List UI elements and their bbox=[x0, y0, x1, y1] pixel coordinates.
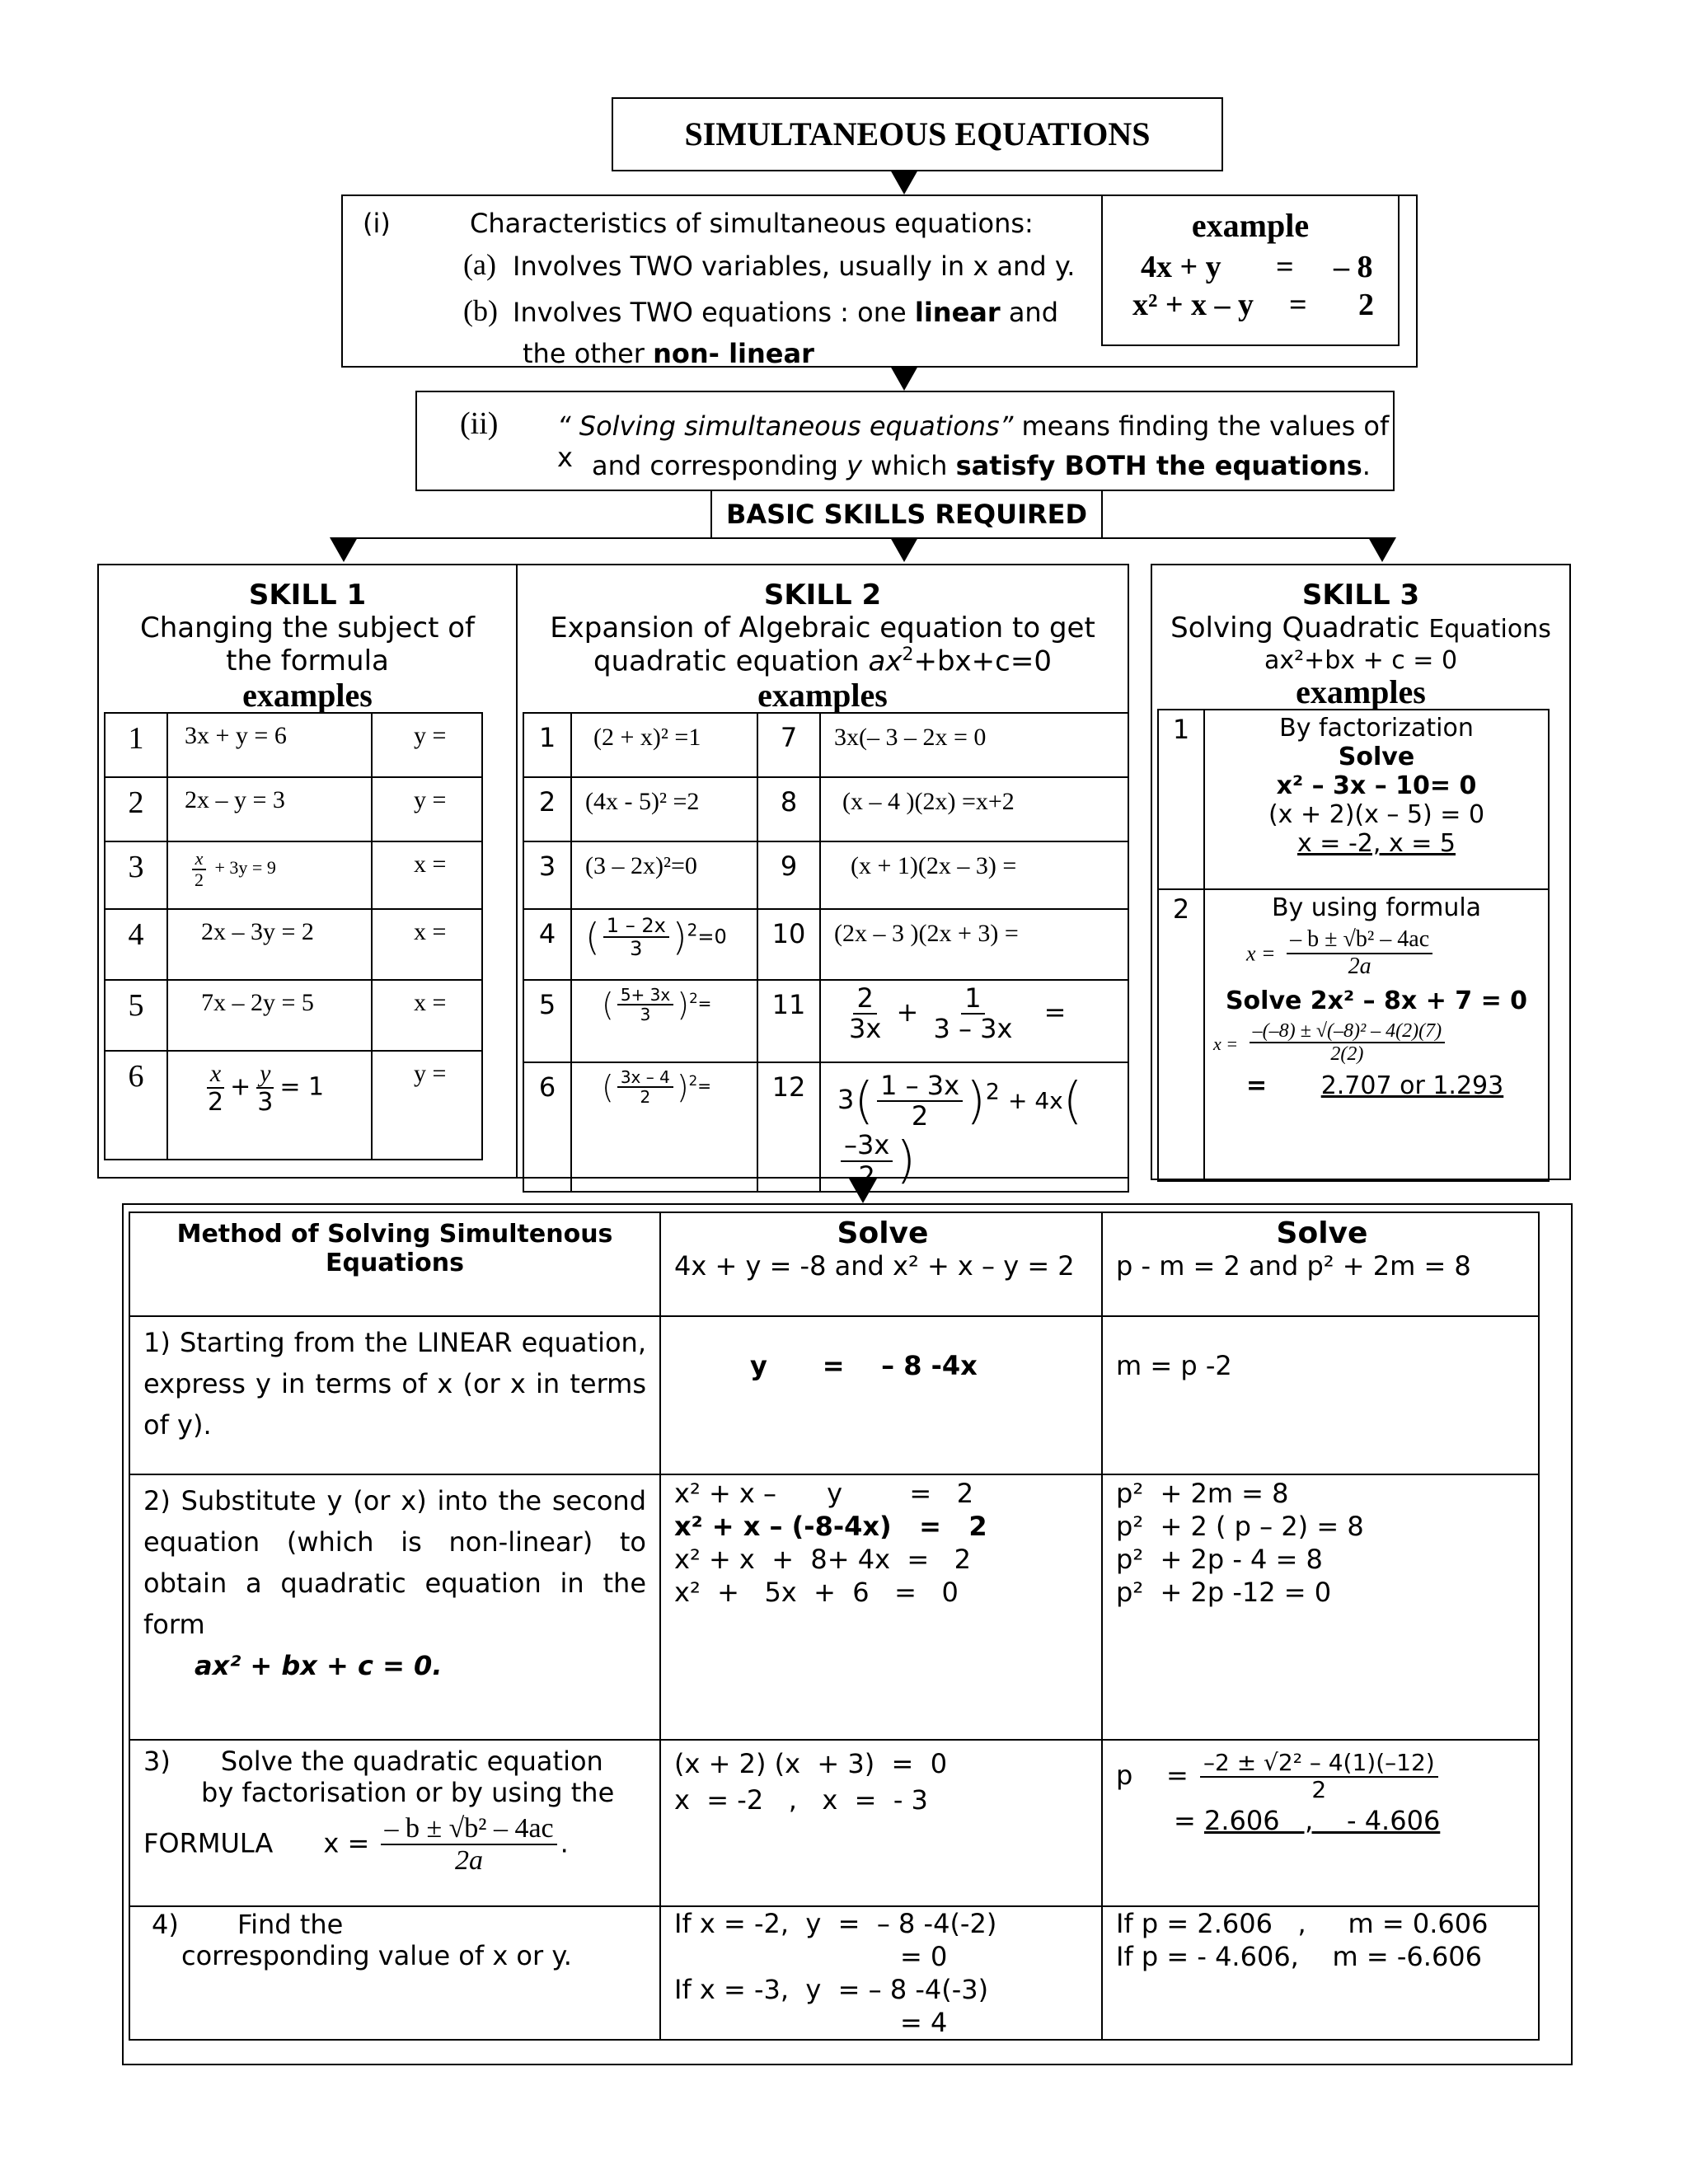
formula-end: . bbox=[560, 1827, 569, 1859]
paren-left-icon: ( bbox=[602, 987, 614, 1023]
page-title: SIMULTANEOUS EQUATIONS bbox=[684, 115, 1151, 152]
exponent: 2 bbox=[689, 990, 698, 1006]
coefficient: 3 bbox=[837, 1084, 855, 1116]
example-heading: example bbox=[1191, 207, 1310, 244]
row-number: 10 bbox=[757, 909, 820, 980]
fraction-denominator: 2 bbox=[640, 1087, 651, 1107]
skill2-expression: 3x(– 3 – 2x = 0 bbox=[820, 713, 1128, 777]
result-values: 2.707 or 1.293 bbox=[1320, 1071, 1504, 1101]
table-row bbox=[523, 841, 1128, 909]
fraction bbox=[254, 1060, 276, 1116]
fraction bbox=[877, 1071, 963, 1131]
solution-line: p² + 2 ( p – 2) = 8 bbox=[1116, 1511, 1364, 1542]
skill3-desc-2: ax²+bx + c = 0 bbox=[1264, 646, 1458, 675]
plus-sign: + bbox=[896, 996, 919, 1029]
paren-left-icon: ( bbox=[602, 1069, 614, 1105]
definition-text-2e: . bbox=[1362, 450, 1371, 481]
table-row bbox=[105, 713, 482, 777]
solution-line: = 4 bbox=[900, 2007, 948, 2038]
solution-line: m = p -2 bbox=[1116, 1350, 1232, 1381]
skill1-equation: 2x – y = 3 bbox=[167, 777, 372, 841]
characteristics-heading: Characteristics of simultaneous equations: bbox=[470, 208, 1034, 239]
plus-sign: + bbox=[230, 1072, 251, 1102]
fraction-denominator: 3 bbox=[257, 1088, 274, 1117]
formula-lhs: p = bbox=[1116, 1759, 1189, 1791]
fraction bbox=[381, 1813, 556, 1877]
arrow-down-icon bbox=[330, 537, 358, 562]
fraction-numerator: y bbox=[256, 1060, 274, 1089]
characteristics-box bbox=[341, 194, 1418, 368]
method-header-col3-title: Solve bbox=[1276, 1216, 1368, 1250]
method-header-row bbox=[129, 1212, 1539, 1316]
skill2-eq-rest: = bbox=[697, 993, 712, 1014]
skill1-table bbox=[104, 712, 483, 1160]
skill2-expression: (x – 4 )(2x) =x+2 bbox=[820, 777, 1128, 841]
skill3-example-2 bbox=[1204, 889, 1549, 1181]
method-step-4-line2: corresponding value of x or y. bbox=[181, 1940, 572, 1971]
fraction-denominator: 3 – 3x bbox=[933, 1013, 1013, 1045]
table-row bbox=[523, 713, 1128, 777]
definition-text-2b: y bbox=[846, 450, 863, 481]
skill3-example-1 bbox=[1204, 710, 1549, 889]
skill3-ex1-line4: (x + 2)(x – 5) = 0 bbox=[1268, 800, 1485, 829]
method-step-row bbox=[129, 1316, 1539, 1474]
fraction-denominator: 2 bbox=[208, 1088, 224, 1117]
fraction bbox=[603, 915, 669, 960]
fraction-numerator: x bbox=[192, 849, 207, 870]
fraction-numerator: – b ± √b² – 4ac bbox=[381, 1813, 556, 1845]
skill2-expression: (3 – 2x)²=0 bbox=[571, 841, 757, 909]
solution-line: x² + x – (-8-4x) = 2 bbox=[674, 1511, 987, 1542]
fraction bbox=[1250, 1020, 1445, 1066]
skill2-expression: (x + 1)(2x – 3) = bbox=[820, 841, 1128, 909]
method-header-col2-text: 4x + y = -8 and x² + x – y = 2 bbox=[674, 1250, 1075, 1282]
row-number: 2 bbox=[523, 777, 571, 841]
solution-line: If x = -3, y = – 8 -4(-3) bbox=[674, 1974, 989, 2005]
fraction-numerator: –2 ± √2² – 4(1)(–12) bbox=[1200, 1750, 1438, 1778]
basic-skills-label: BASIC SKILLS REQUIRED bbox=[725, 499, 1088, 530]
solution-line: p² + 2p - 4 = 8 bbox=[1116, 1544, 1323, 1575]
skill2-expression: (4x - 5)² =2 bbox=[571, 777, 757, 841]
paren-right-icon: ) bbox=[896, 1132, 917, 1190]
paren-right-icon: ) bbox=[672, 915, 687, 959]
skill1-equation: 3x + y = 6 bbox=[167, 713, 372, 777]
skill1-answer: y = bbox=[372, 777, 482, 841]
skill2-expression bbox=[820, 1062, 1128, 1192]
row-number: 4 bbox=[523, 909, 571, 980]
skill1-desc-2: the formula bbox=[226, 644, 389, 677]
char-b-text-1: Involves TWO equations : one bbox=[513, 297, 915, 328]
fraction-denominator: 2 bbox=[911, 1100, 929, 1132]
table-row bbox=[1158, 889, 1549, 1181]
skill3-ex2-line1: By using formula bbox=[1271, 893, 1482, 922]
solution-line: If p = 2.606 , m = 0.606 bbox=[1116, 1908, 1489, 1939]
definition-text-2c: which bbox=[862, 450, 956, 481]
skill3-ex1-line1: By factorization bbox=[1279, 714, 1474, 743]
result-values: 2.606 , - 4.606 bbox=[1203, 1804, 1441, 1836]
formula-lhs: x = bbox=[1213, 1033, 1239, 1054]
skill2-expression bbox=[571, 909, 757, 980]
characteristics-number: (i) bbox=[363, 208, 391, 239]
fraction bbox=[1287, 927, 1432, 980]
method-step-3-formula bbox=[1116, 1750, 1538, 1803]
example-eq2-eq: = bbox=[1289, 288, 1307, 322]
skill1-desc-1: Changing the subject of bbox=[139, 612, 476, 644]
fraction-numerator: –3x bbox=[841, 1131, 893, 1161]
skill2-examples-label: examples bbox=[757, 677, 888, 714]
skill1-eq-rest: + 3y = 9 bbox=[210, 857, 276, 879]
skill1-answer: y = bbox=[372, 713, 482, 777]
row-number: 11 bbox=[757, 980, 820, 1062]
char-b-text bbox=[513, 297, 1058, 328]
skill2-desc-2c: 2 bbox=[902, 644, 914, 665]
skill1-examples-label: examples bbox=[242, 677, 373, 714]
table-row bbox=[105, 1051, 482, 1160]
row-number: 1 bbox=[105, 713, 167, 777]
method-step-2-col3 bbox=[1102, 1474, 1539, 1740]
method-header-col2 bbox=[660, 1212, 1102, 1316]
solution-line: x = -2 , x = - 3 bbox=[674, 1784, 928, 1816]
char-a-label: (a) bbox=[463, 248, 496, 281]
row-number: 2 bbox=[105, 777, 167, 841]
definition-text-1: means finding the values of x bbox=[557, 410, 1390, 473]
skill1-equation: 2x – 3y = 2 bbox=[167, 909, 372, 980]
example-eq1-eq: = bbox=[1276, 250, 1294, 284]
method-step-3-line3 bbox=[143, 1813, 646, 1877]
table-row bbox=[105, 909, 482, 980]
arrow-down-icon bbox=[1368, 537, 1396, 562]
fraction bbox=[1200, 1750, 1438, 1803]
skill3-desc-1b: Equations bbox=[1428, 615, 1551, 644]
method-step-2-formula: ax² + bx + c = 0. bbox=[195, 1650, 443, 1681]
fraction-numerator: 5+ 3x bbox=[617, 986, 673, 1005]
skill2-eq-rest: =0 bbox=[697, 925, 727, 949]
row-number: 3 bbox=[523, 841, 571, 909]
method-step-4-col3 bbox=[1102, 1906, 1539, 2040]
table-row bbox=[1158, 710, 1549, 889]
fraction-numerator: 3x – 4 bbox=[617, 1068, 673, 1088]
row-number: 9 bbox=[757, 841, 820, 909]
char-b-text-2: and bbox=[1000, 297, 1059, 328]
exponent: 2 bbox=[985, 1079, 1000, 1105]
skill3-examples-label: examples bbox=[1296, 673, 1426, 710]
skill3-ex1-line2: Solve bbox=[1338, 743, 1415, 771]
method-header-col2-title: Solve bbox=[837, 1216, 929, 1250]
paren-left-icon: ( bbox=[1062, 1071, 1083, 1130]
fraction-numerator: 1 – 2x bbox=[603, 915, 669, 938]
fraction bbox=[846, 984, 884, 1043]
fraction-numerator: 1 bbox=[961, 984, 984, 1015]
method-table bbox=[129, 1212, 1540, 2041]
paren-right-icon: ) bbox=[676, 1069, 689, 1105]
method-step-3-col3 bbox=[1102, 1740, 1539, 1906]
fraction bbox=[617, 1068, 673, 1106]
paren-left-icon: ( bbox=[585, 915, 600, 959]
skill2-desc-2a: quadratic equation bbox=[593, 644, 869, 678]
skill3-desc-1 bbox=[1152, 612, 1569, 644]
method-step-3-result bbox=[1116, 1805, 1538, 1836]
skill3-ex2-solve: Solve 2x² – 8x + 7 = 0 bbox=[1225, 986, 1528, 1015]
skill2-title: SKILL 2 bbox=[763, 579, 882, 612]
paren-right-icon: ) bbox=[966, 1071, 986, 1130]
definition-text-2d: satisfy BOTH the equations bbox=[955, 450, 1362, 481]
skill3-table bbox=[1157, 709, 1550, 1182]
method-step-3-desc bbox=[129, 1740, 660, 1906]
definition-line2 bbox=[592, 450, 1371, 481]
definition-box bbox=[415, 391, 1395, 491]
fraction-numerator: – b ± √b² – 4ac bbox=[1287, 927, 1432, 954]
row-number: 1 bbox=[523, 713, 571, 777]
arrow-down-icon bbox=[890, 366, 918, 391]
char-a-text: Involves TWO variables, usually in x and y. bbox=[513, 251, 1076, 282]
skill1-answer: y = bbox=[372, 1051, 482, 1160]
method-step-row bbox=[129, 1740, 1539, 1906]
skill3-formula bbox=[1205, 927, 1548, 980]
method-header-col3 bbox=[1102, 1212, 1539, 1316]
solution-line: x² + x + 8+ 4x = 2 bbox=[674, 1544, 972, 1575]
table-row bbox=[105, 980, 482, 1051]
connector-line bbox=[343, 537, 1381, 539]
row-number: 2 bbox=[1158, 889, 1204, 1181]
solution-line: (x + 2) (x + 3) = 0 bbox=[674, 1748, 948, 1779]
example-eq2-lhs: x² + x – y bbox=[1132, 288, 1254, 322]
skill2-desc-2 bbox=[518, 644, 1128, 677]
row-number: 6 bbox=[523, 1062, 571, 1192]
solution-line: If p = - 4.606, m = -6.606 bbox=[1116, 1941, 1483, 1972]
skill2-table bbox=[523, 712, 1129, 1193]
method-step-4-line1: 4) Find the bbox=[152, 1909, 344, 1940]
solution-line: x² + x – y = 2 bbox=[674, 1478, 974, 1509]
arrow-down-icon bbox=[849, 1179, 877, 1203]
method-step-3-col2 bbox=[660, 1740, 1102, 1906]
fraction-denominator: 2 bbox=[858, 1160, 875, 1192]
fraction bbox=[930, 984, 1015, 1043]
method-header-col1: Method of Solving Simultenous Equations bbox=[129, 1212, 660, 1316]
table-row bbox=[105, 841, 482, 909]
formula-lhs: x = bbox=[1246, 941, 1276, 966]
fraction-denominator: 2a bbox=[455, 1845, 484, 1877]
skill1-title: SKILL 1 bbox=[248, 579, 367, 612]
arrow-down-icon bbox=[890, 537, 918, 562]
result-equals: = bbox=[1174, 1804, 1196, 1836]
skill2-eq-rest: = bbox=[1043, 996, 1067, 1029]
skill2-expression bbox=[571, 980, 757, 1062]
method-step-3-label: FORMULA x = bbox=[143, 1827, 370, 1859]
row-number: 12 bbox=[757, 1062, 820, 1192]
method-step-1-col3 bbox=[1102, 1316, 1539, 1474]
solution-line: x² + 5x + 6 = 0 bbox=[674, 1577, 959, 1608]
row-number: 6 bbox=[105, 1051, 167, 1160]
method-step-4-col2 bbox=[660, 1906, 1102, 2040]
char-b-bold-2: non- linear bbox=[653, 338, 814, 368]
row-number: 5 bbox=[105, 980, 167, 1051]
solution-line: If x = -2, y = – 8 -4(-2) bbox=[674, 1908, 997, 1939]
skill3-title: SKILL 3 bbox=[1301, 579, 1420, 612]
solution-line: y = – 8 -4x bbox=[750, 1350, 978, 1381]
arrow-down-icon bbox=[890, 170, 918, 194]
char-b-text-line2 bbox=[523, 338, 814, 368]
method-step-2-desc bbox=[129, 1474, 660, 1740]
example-box bbox=[1101, 194, 1400, 346]
method-step-3-line2: by factorisation or by using the bbox=[201, 1777, 615, 1808]
row-number: 7 bbox=[757, 713, 820, 777]
skill2-desc-2d: +bx+c=0 bbox=[913, 644, 1052, 678]
fraction-numerator: –(–8) ± √(–8)² – 4(2)(7) bbox=[1250, 1020, 1445, 1043]
char-b-bold: linear bbox=[914, 297, 1001, 328]
table-row bbox=[105, 777, 482, 841]
method-step-4-desc bbox=[129, 1906, 660, 2040]
definition-number: (ii) bbox=[460, 406, 499, 441]
solution-line: p² + 2p -12 = 0 bbox=[1116, 1577, 1332, 1608]
fraction-denominator: 2a bbox=[1348, 953, 1372, 979]
method-step-1-col2 bbox=[660, 1316, 1102, 1474]
fraction-denominator: 2(2) bbox=[1330, 1043, 1364, 1065]
example-eq1-lhs: 4x + y bbox=[1141, 250, 1221, 284]
skill2-eq-rest: = bbox=[697, 1076, 712, 1096]
skill1-equation: 7x – 2y = 5 bbox=[167, 980, 372, 1051]
basic-skills-label-box bbox=[710, 490, 1103, 539]
table-row bbox=[523, 980, 1128, 1062]
definition-text-2a: and corresponding bbox=[592, 450, 847, 481]
fraction-denominator: 2 bbox=[195, 869, 204, 891]
fraction-numerator: 2 bbox=[853, 984, 876, 1015]
fraction-denominator: 3 bbox=[640, 1005, 651, 1024]
method-step-3-line1: 3) Solve the quadratic equation bbox=[143, 1746, 603, 1777]
example-eq1-rhs: – 8 bbox=[1334, 250, 1373, 284]
solution-line: p² + 2m = 8 bbox=[1116, 1478, 1289, 1509]
method-step-row bbox=[129, 1906, 1539, 2040]
method-step-row bbox=[129, 1474, 1539, 1740]
title-box bbox=[612, 97, 1223, 171]
skill2-expression: (2 + x)² =1 bbox=[571, 713, 757, 777]
row-number: 5 bbox=[523, 980, 571, 1062]
table-row bbox=[523, 1062, 1128, 1192]
method-step-2-col2 bbox=[660, 1474, 1102, 1740]
skill3-ex1-line3: x² – 3x – 10= 0 bbox=[1276, 771, 1477, 800]
skill3-substitution bbox=[1205, 1020, 1548, 1066]
table-row bbox=[523, 909, 1128, 980]
skill1-equation bbox=[167, 841, 372, 909]
fraction-numerator: x bbox=[207, 1060, 224, 1089]
skill3-ex1-line5: x = -2, x = 5 bbox=[1297, 829, 1456, 858]
skill1-eq-rest: = 1 bbox=[279, 1072, 325, 1102]
skill3-result bbox=[1205, 1071, 1548, 1100]
fraction-denominator: 3 bbox=[630, 937, 643, 961]
paren-right-icon: ) bbox=[677, 987, 690, 1023]
fraction bbox=[191, 849, 207, 890]
fraction-numerator: 1 – 3x bbox=[877, 1071, 963, 1102]
exponent: 2 bbox=[688, 1072, 698, 1089]
skill2-expression bbox=[820, 980, 1128, 1062]
skill2-desc-1: Expansion of Algebraic equation to get bbox=[550, 612, 1095, 644]
skill3-desc-1a: Solving Quadratic bbox=[1170, 612, 1429, 644]
row-number: 1 bbox=[1158, 710, 1204, 889]
char-b-label: (b) bbox=[463, 294, 498, 327]
skill1-answer: x = bbox=[372, 980, 482, 1051]
method-step-1-desc: 1) Starting from the LINEAR equation, express y in terms of x (or x in terms of y). bbox=[129, 1316, 660, 1474]
row-number: 3 bbox=[105, 841, 167, 909]
fraction bbox=[204, 1060, 227, 1116]
skill2-desc-2b: ax bbox=[868, 644, 903, 678]
fraction-denominator: 2 bbox=[1311, 1775, 1327, 1803]
skill1-answer: x = bbox=[372, 909, 482, 980]
method-step-2-text: 2) Substitute y (or x) into the second equation (which is non-linear) to obtain a quadratic equation in the form bbox=[143, 1485, 646, 1640]
definition-quote: “ Solving simultaneous equations” bbox=[557, 410, 1014, 442]
skill1-answer: x = bbox=[372, 841, 482, 909]
example-eq2-rhs: 2 bbox=[1358, 288, 1374, 322]
exponent: 2 bbox=[687, 920, 698, 940]
skill2-expression: (2x – 3 )(2x + 3) = bbox=[820, 909, 1128, 980]
row-number: 8 bbox=[757, 777, 820, 841]
result-equals: = bbox=[1246, 1071, 1268, 1101]
paren-left-icon: ( bbox=[854, 1071, 874, 1130]
row-number: 4 bbox=[105, 909, 167, 980]
fraction bbox=[617, 986, 673, 1024]
skill1-equation bbox=[167, 1051, 372, 1160]
plus-term: + 4x bbox=[1007, 1087, 1063, 1115]
char-b-text-3: the other bbox=[523, 338, 654, 368]
table-row bbox=[523, 777, 1128, 841]
solution-line: = 0 bbox=[900, 1941, 948, 1972]
fraction-denominator: 3x bbox=[849, 1013, 882, 1045]
skill2-expression bbox=[571, 1062, 757, 1192]
method-header-col3-text: p - m = 2 and p² + 2m = 8 bbox=[1116, 1250, 1471, 1282]
